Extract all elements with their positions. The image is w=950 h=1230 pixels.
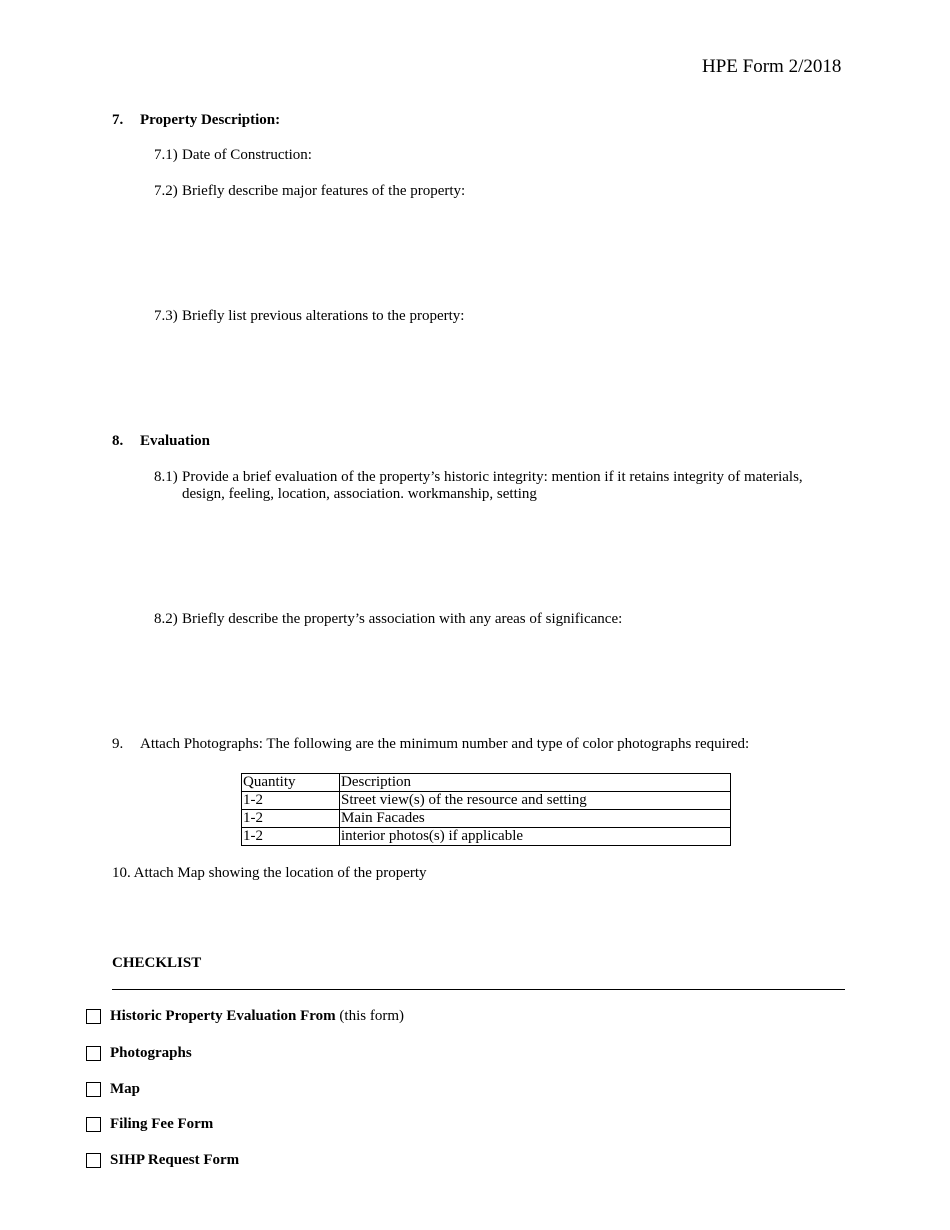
checkbox[interactable] [86,1046,101,1061]
table-row [242,810,731,828]
section-10-text: 10. Attach Map showing the location of the property [112,865,427,881]
photo-requirements-table [241,773,731,846]
question-8-1-text: Provide a brief evaluation of the property’s historic integrity: mention if it retains integrity of materials, design, feeling, location, association. workmanship, setting [182,469,803,502]
question-8-1-number: 8.1) [154,469,178,485]
checklist-item-label: Photographs [110,1044,192,1061]
checklist-item-label: Historic Property Evaluation From [110,1007,336,1024]
checklist-item-label: Filing Fee Form [110,1115,214,1132]
checklist-item-map[interactable] [86,1080,140,1098]
checkbox[interactable] [86,1009,101,1024]
question-7-2-text: Briefly describe major features of the property: [182,183,466,199]
checklist-item-note: (this form) [335,1007,404,1024]
section-8-number: 8. [112,433,124,449]
checklist-item-label: SIHP Request Form [110,1151,240,1168]
checklist-title: CHECKLIST [112,955,202,971]
section-9-text: Attach Photographs: The following are the minimum number and type of color photographs required: [140,736,750,752]
table-cell-quantity: 1-2 [242,792,340,810]
question-7-3-number: 7.3) [154,308,178,324]
checklist-item-sihp-request-form[interactable] [86,1151,239,1169]
table-header-description: Description [340,774,731,792]
checkbox[interactable] [86,1153,101,1168]
checkbox[interactable] [86,1117,101,1132]
checklist-item-label: Map [110,1080,140,1097]
checklist-item-filing-fee-form[interactable] [86,1115,213,1133]
table-cell-description: Main Facades [340,810,731,828]
section-8-title: Evaluation [140,433,211,449]
table-cell-quantity: 1-2 [242,810,340,828]
checklist-item-photographs[interactable] [86,1044,192,1062]
checklist-item-evaluation-form[interactable] [86,1007,404,1025]
table-row [242,792,731,810]
table-cell-description: interior photos(s) if applicable [340,828,731,846]
question-7-2-number: 7.2) [154,183,178,199]
question-8-2-text: Briefly describe the property’s association with any areas of significance: [182,611,623,627]
checklist-divider [112,989,845,990]
checkbox[interactable] [86,1082,101,1097]
table-cell-description: Street view(s) of the resource and setting [340,792,731,810]
table-cell-quantity: 1-2 [242,828,340,846]
question-8-2-number: 8.2) [154,611,178,627]
question-7-1-number: 7.1) [154,147,178,163]
table-header-row [242,774,731,792]
form-id: HPE Form 2/2018 [702,56,842,77]
section-7-number: 7. [112,112,124,128]
table-header-quantity: Quantity [242,774,340,792]
section-9-number: 9. [112,736,124,752]
table-row [242,828,731,846]
section-7-title: Property Description: [140,112,281,128]
question-7-3-text: Briefly list previous alterations to the property: [182,308,465,324]
question-7-1-text: Date of Construction: [182,147,312,163]
